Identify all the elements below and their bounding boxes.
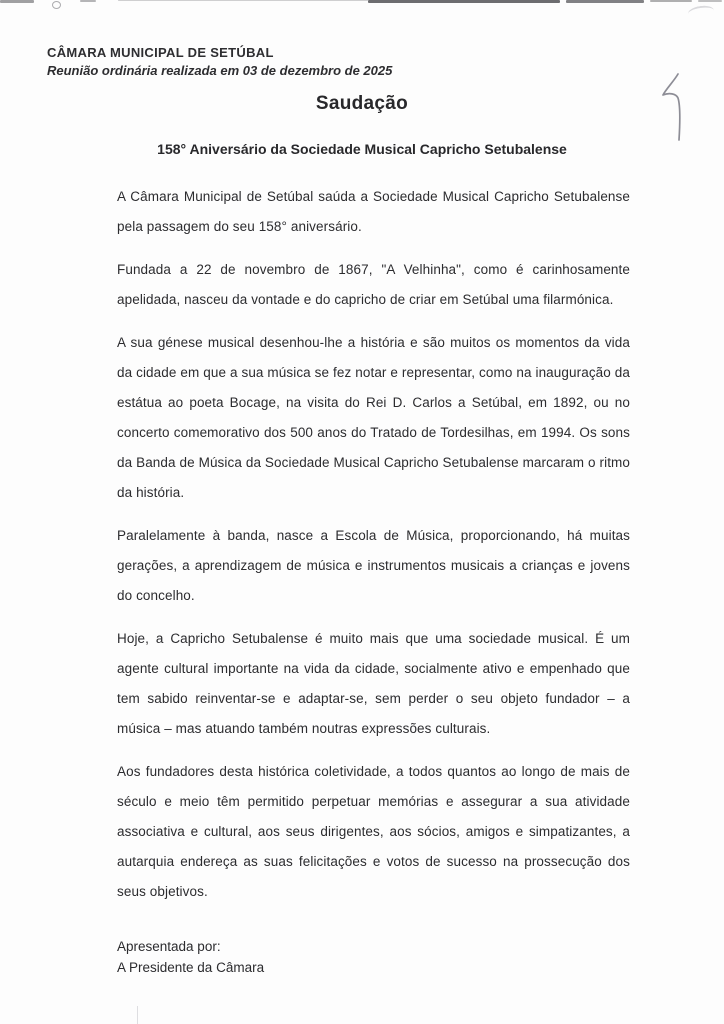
document-body (117, 182, 630, 978)
scan-artifact-top-edge (0, 0, 724, 8)
paragraph: Aos fundadores desta histórica coletividade, a todos quantos ao longo de mais de século e meio têm permitido perpetuar memórias e assegurar a sua atividade associativa e cultural, aos seus dirigentes, aos sócios, amigos e simpatizantes, a autarquia endereça as suas felicitações e votos de sucesso na prossecução dos seus objetivos. (117, 764, 630, 899)
paragraph: Hoje, a Capricho Setubalense é muito mais que uma sociedade musical. É um agente cultural importante na vida da cidade, socialmente ativo e empenhado que tem sabido reinventar-se e adaptar-se, sem perder o seu objeto fundador – a música – mas atuando também noutras expressões culturais. (117, 631, 630, 736)
presented-by-label: Apresentada por: (117, 939, 221, 954)
signature-block (117, 936, 630, 978)
document-title: Saudação (315, 93, 409, 114)
paragraph: A sua génese musical desenhou-lhe a história e são muitos os momentos da vida da cidade em que a sua música se fez notar e representar, como na inauguração da estátua ao poeta Bocage, na visita do Rei D. Carlos a Setúbal, em 1892, ou no concerto comemorativo dos 500 anos do Tratado de Tordesilhas, em 1994. Os sons da Banda de Música da Sociedade Musical Capricho Setubalense marcaram o ritmo da história. (117, 335, 630, 500)
scan-dash (118, 0, 368, 1)
scan-ring-artifact (52, 1, 61, 9)
scan-dash (698, 0, 722, 2)
letterhead (47, 44, 392, 79)
scan-dash (80, 0, 96, 2)
scan-artifact-bottom-line (137, 1006, 138, 1024)
scan-dash (368, 0, 560, 3)
scan-dash (650, 0, 692, 2)
paragraph: Paralelamente à banda, nasce a Escola de Música, proporcionando, há muitas gerações, a aprendizagem de música e instrumentos musicais a crianças e jovens do concelho. (117, 528, 630, 603)
signatory-title: A Presidente da Câmara (117, 960, 265, 975)
paragraph: A Câmara Municipal de Setúbal saúda a Sociedade Musical Capricho Setubalense pela passagem do seu 158° aniversário. (117, 189, 630, 234)
organization-name: CÂMARA MUNICIPAL DE SETÚBAL (47, 45, 274, 60)
scan-dash (566, 0, 644, 3)
paragraph: Fundada a 22 de novembro de 1867, "A Velhinha", como é carinhosamente apelidada, nasceu da vontade e do capricho de criar em Setúbal uma filarmónica. (117, 262, 630, 307)
scan-dash (0, 0, 34, 3)
meeting-info-line: Reunião ordinária realizada em 03 de dezembro de 2025 (47, 63, 393, 78)
document-subtitle: 158° Aniversário da Sociedade Musical Capricho Setubalense (157, 141, 567, 157)
